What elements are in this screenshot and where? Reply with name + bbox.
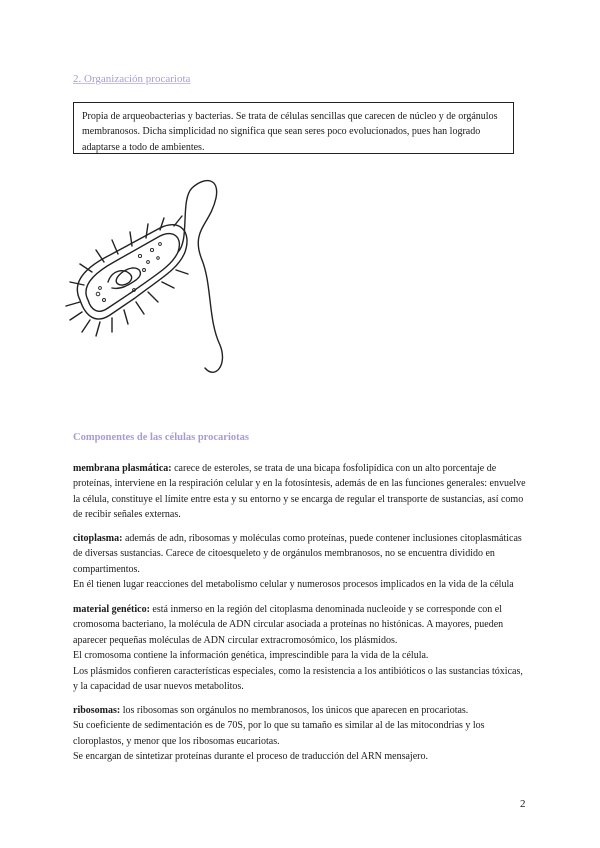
cytoplasm-line2: En él tienen lugar reacciones del metabolismo celular y numerosos procesos implicados en la vida de la célula [73, 579, 514, 591]
membrane-paragraph [73, 461, 528, 523]
page-number: 2 [520, 798, 526, 810]
membrane-term: membrana plasmática: [73, 463, 172, 474]
genetic-line3: Los plásmidos confieren características especiales, como la resistencia a los antibióticos o las sustancias tóxicas, y la capacidad de usar nuevos metabolitos. [73, 665, 523, 693]
section-heading: 2. Organización procariota [73, 73, 191, 85]
genetic-line2: El cromosoma contiene la información genética, imprescindible para la vida de la célula. [73, 650, 429, 662]
ribosomes-text: los ribosomas son orgánulos no membranosos, los únicos que aparecen en procariotas. [120, 705, 469, 716]
cytoplasm-text: además de adn, ribosomas y moléculas como proteínas, puede contener inclusiones citoplasmáticas de diversas sustancias. Carece de citoesqueleto y de orgánulos membranosos, no se encuentra dividido en compartimentos. [73, 533, 522, 575]
genetic-text: está inmerso en la región del citoplasma denominada nucleoide y se corresponde con el cromosoma bacteriano, la molécula de ADN circular asociada a proteínas no histónicas. A mayores, pueden aparecer pequeñas moléculas de ADN circular extracromosómico, los plásmidos. [73, 604, 504, 646]
ribosomes-term: ribosomas: [73, 705, 121, 716]
intro-box: Propia de arqueobacterias y bacterias. Se trata de células sencillas que carecen de núcleo y de orgánulos membranosos. Dicha simplicidad no significa que sean seres poco evolucionados, pues han logrado adaptarse a todo de ambientes. [73, 102, 514, 154]
bacteria-illustration [40, 170, 240, 400]
genetic-paragraph [73, 602, 528, 694]
membrane-text: carece de esteroles, se trata de una bicapa fosfolipídica con un alto porcentaje de proteínas, interviene en la respiración celular y en la fotosíntesis, además de en las funciones generales: envuelve la célula, constituye el límite entre esta y su entorno y se encarga de regular el transporte de sustancias, así como de recibir señales externas. [73, 463, 526, 521]
genetic-term: material genético: [73, 604, 150, 615]
ribosomes-paragraph [73, 703, 528, 765]
ribosomes-line3: Se encargan de sintetizar proteínas durante el proceso de traducción del ARN mensajero. [73, 751, 428, 763]
components-heading: Componentes de las células procariotas [73, 432, 249, 443]
cytoplasm-term: citoplasma: [73, 533, 123, 544]
cytoplasm-paragraph [73, 531, 528, 593]
ribosomes-line2: Su coeficiente de sedimentación es de 70S, por lo que su tamaño es similar al de las mitocondrias y los cloroplastos, y menor que los ribosomas eucariotas. [73, 720, 485, 747]
